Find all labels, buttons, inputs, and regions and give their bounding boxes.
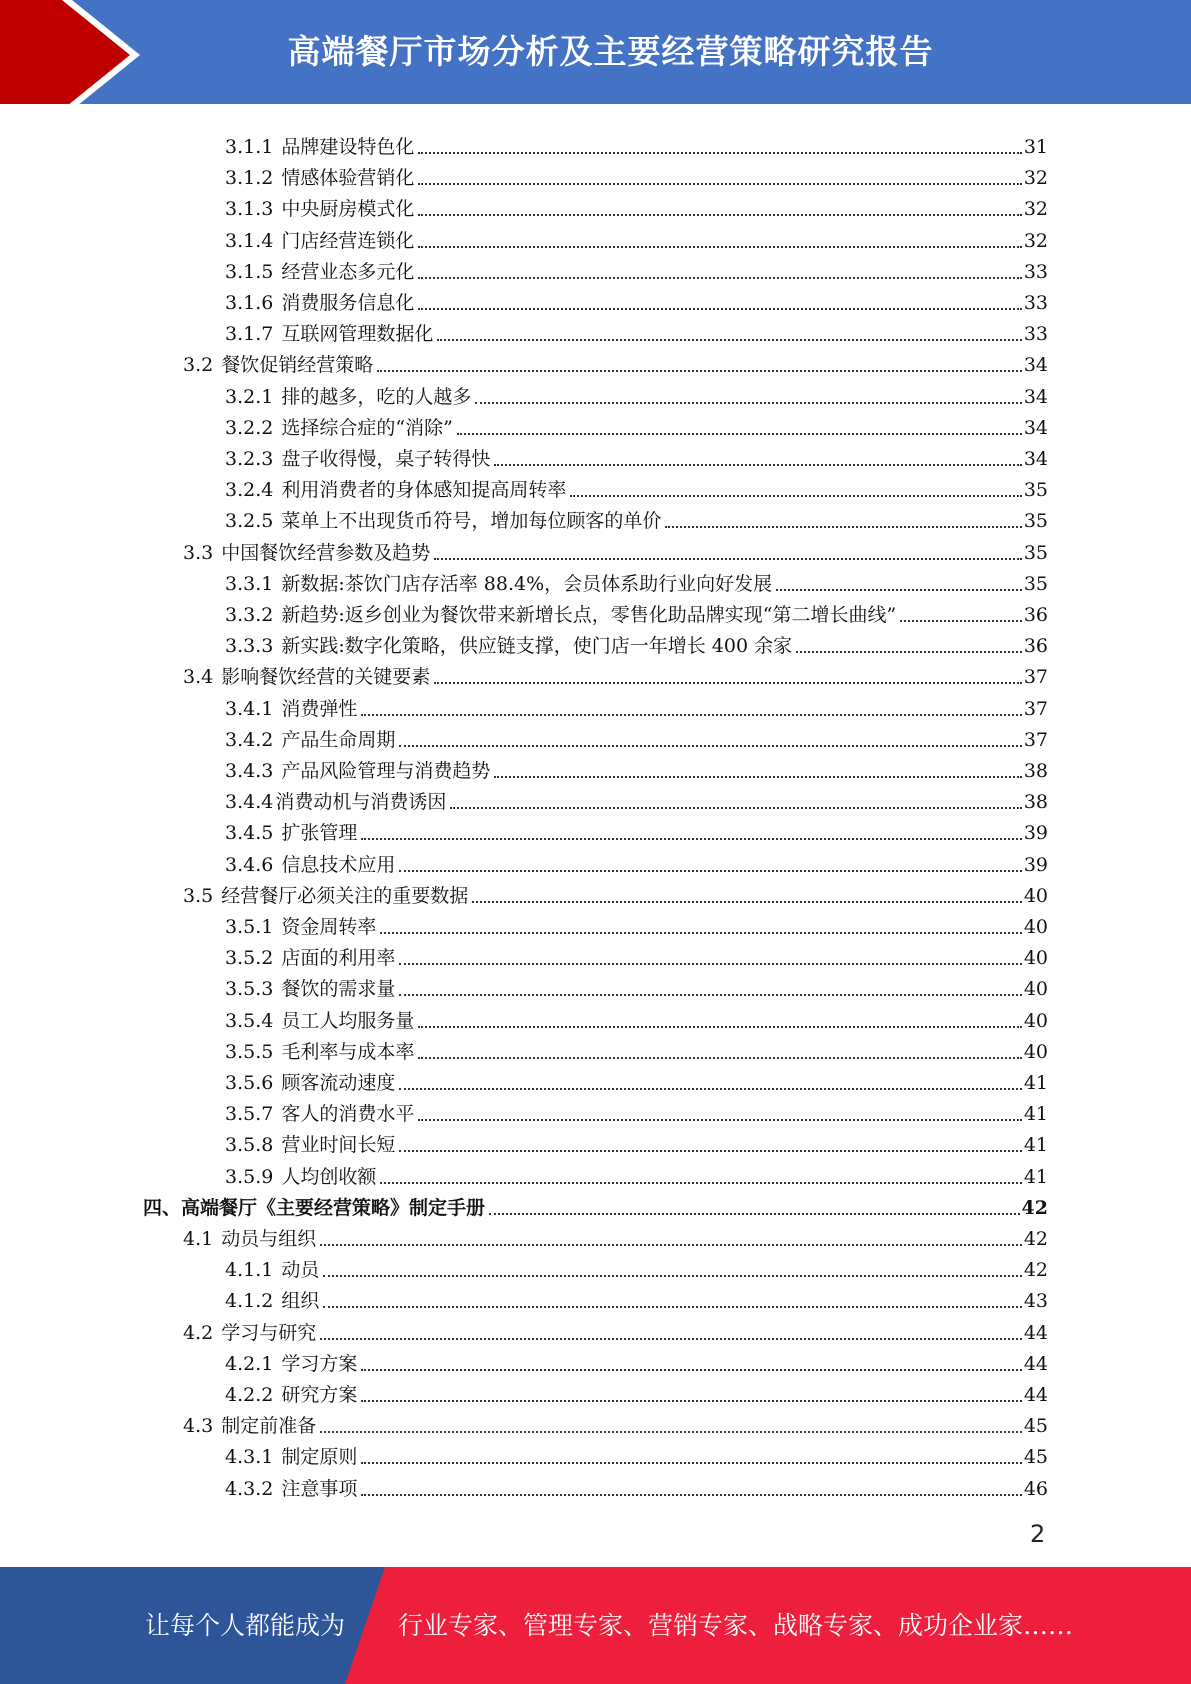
toc-entry-title: 利用消费者的身体感知提高周转率 bbox=[281, 479, 567, 502]
toc-entry-page: 34 bbox=[1023, 448, 1048, 470]
toc-entry[interactable] bbox=[225, 1345, 1048, 1376]
toc-entry-page: 46 bbox=[1023, 1477, 1048, 1500]
toc-entry-title: 高端餐厅《主要经营策略》制定手册 bbox=[181, 1196, 486, 1219]
toc-entry-page: 34 bbox=[1023, 385, 1048, 408]
toc-entry-page: 35 bbox=[1023, 572, 1048, 595]
toc-entry-page: 33 bbox=[1023, 260, 1048, 283]
toc-entry-page: 40 bbox=[1023, 947, 1048, 970]
toc-entry-title: 中央厨房模式化 bbox=[281, 198, 415, 221]
toc-entry-page: 33 bbox=[1023, 323, 1048, 346]
toc-entry-number: 3.4 bbox=[183, 666, 214, 689]
toc-entry-number: 3.1.1 bbox=[225, 136, 274, 158]
toc-entry[interactable] bbox=[225, 1126, 1048, 1157]
footer-slogan-left: 让每个人都能成为 bbox=[145, 1611, 346, 1640]
toc-dot-leader bbox=[418, 214, 1021, 216]
toc-entry-title: 排的越多，吃的人越多 bbox=[281, 385, 472, 408]
toc-entry-page: 39 bbox=[1023, 853, 1048, 876]
toc-entry-page: 40 bbox=[1023, 916, 1048, 938]
toc-entry-title: 影响餐饮经营的关键要素 bbox=[221, 666, 431, 689]
toc-entry-number: 3.4.6 bbox=[225, 853, 274, 876]
toc-dot-leader bbox=[323, 1275, 1021, 1277]
toc-entry-page: 36 bbox=[1023, 604, 1048, 626]
toc-entry-page: 44 bbox=[1023, 1352, 1048, 1375]
toc-dot-leader bbox=[418, 1057, 1021, 1059]
toc-entry[interactable] bbox=[225, 440, 1048, 471]
toc-entry-title: 经营业态多元化 bbox=[281, 260, 415, 283]
toc-entry-page: 42 bbox=[1021, 1196, 1048, 1219]
toc-entry-title: 消费弹性 bbox=[281, 697, 358, 720]
toc-entry[interactable] bbox=[225, 627, 1048, 658]
toc-entry-title: 新数据:茶饮门店存活率 88.4%，会员体系助行业向好发展 bbox=[281, 572, 773, 595]
toc-entry-number: 4.2.1 bbox=[225, 1352, 274, 1375]
toc-entry-title: 新趋势:返乡创业为餐饮带来新增长点，零售化助品牌实现“第二增长曲线” bbox=[281, 604, 897, 626]
toc-entry-page: 44 bbox=[1023, 1384, 1048, 1406]
toc-entry[interactable] bbox=[225, 471, 1048, 502]
toc-entry-page: 43 bbox=[1023, 1290, 1048, 1313]
toc-entry-number: 3.3.3 bbox=[225, 635, 274, 658]
toc-entry-number: 3.4.5 bbox=[225, 822, 274, 845]
toc-dot-leader bbox=[418, 277, 1021, 279]
footer-slogan-right: 行业专家、管理专家、营销专家、战略专家、成功企业家…… bbox=[398, 1611, 1074, 1640]
toc-entry-page: 35 bbox=[1023, 479, 1048, 502]
toc-entry-title: 扩张管理 bbox=[281, 822, 358, 845]
toc-dot-leader bbox=[900, 620, 1022, 622]
toc-entry[interactable] bbox=[225, 1376, 1048, 1407]
toc-entry-page: 42 bbox=[1023, 1228, 1048, 1250]
toc-dot-leader bbox=[361, 1369, 1021, 1371]
toc-entry-title: 顾客流动速度 bbox=[281, 1072, 396, 1094]
toc-entry[interactable] bbox=[183, 1407, 1048, 1438]
toc-dot-leader bbox=[472, 901, 1022, 903]
toc-entry-title: 组织 bbox=[281, 1290, 320, 1313]
toc-entry[interactable] bbox=[183, 1314, 1048, 1345]
toc-entry-number: 3.2.1 bbox=[225, 385, 274, 408]
toc-entry-title: 情感体验营销化 bbox=[281, 167, 415, 190]
toc-dot-leader bbox=[450, 807, 1021, 809]
toc-dot-leader bbox=[570, 495, 1021, 497]
toc-dot-leader bbox=[320, 1431, 1022, 1433]
toc-dot-leader bbox=[665, 526, 1021, 528]
toc-entry-title: 资金周转率 bbox=[281, 916, 377, 938]
toc-entry-number: 3.5.9 bbox=[225, 1165, 274, 1188]
toc-entry[interactable] bbox=[225, 253, 1048, 284]
toc-entry-page: 38 bbox=[1023, 760, 1048, 782]
toc-entry-title: 品牌建设特色化 bbox=[281, 136, 415, 158]
toc-entry[interactable] bbox=[225, 1033, 1048, 1064]
toc-entry-page: 41 bbox=[1023, 1072, 1048, 1094]
toc-entry-number: 四、 bbox=[143, 1196, 182, 1219]
toc-entry-title: 产品风险管理与消费趋势 bbox=[281, 760, 491, 782]
toc-entry-number: 4.2.2 bbox=[225, 1384, 274, 1406]
toc-entry-page: 35 bbox=[1023, 541, 1048, 564]
toc-entry-number: 4.2 bbox=[183, 1321, 214, 1344]
toc-entry-title: 门店经营连锁化 bbox=[281, 229, 415, 252]
toc-entry-page: 35 bbox=[1023, 510, 1048, 533]
toc-entry-title: 经营餐厅必须关注的重要数据 bbox=[221, 884, 469, 907]
toc-entry[interactable] bbox=[225, 1282, 1048, 1313]
toc-dot-leader bbox=[320, 1244, 1022, 1246]
toc-entry-title: 中国餐饮经营参数及趋势 bbox=[221, 541, 431, 564]
toc-entry-title: 制定原则 bbox=[281, 1446, 358, 1469]
toc-dot-leader bbox=[437, 339, 1021, 341]
toc-entry[interactable] bbox=[183, 1220, 1048, 1251]
toc-entry-title: 营业时间长短 bbox=[281, 1134, 396, 1157]
toc-entry-number: 4.1 bbox=[183, 1228, 214, 1250]
toc-entry-title: 信息技术应用 bbox=[281, 853, 396, 876]
toc-dot-leader bbox=[380, 1182, 1021, 1184]
toc-dot-leader bbox=[434, 558, 1022, 560]
toc-dot-leader bbox=[399, 963, 1021, 965]
toc-entry-number: 3.2.5 bbox=[225, 510, 274, 533]
toc-entry-number: 4.1.2 bbox=[225, 1290, 274, 1313]
toc-entry-page: 37 bbox=[1023, 728, 1048, 751]
toc-entry-number: 4.1.1 bbox=[225, 1259, 274, 1282]
toc-entry-page: 37 bbox=[1023, 697, 1048, 720]
toc-entry[interactable] bbox=[225, 502, 1048, 533]
toc-entry-page: 38 bbox=[1023, 791, 1048, 814]
toc-dot-leader bbox=[494, 776, 1021, 778]
toc-entry-title: 新实践:数字化策略，供应链支撑，使门店一年增长 400 余家 bbox=[281, 635, 793, 658]
toc-entry-page: 34 bbox=[1023, 354, 1048, 377]
toc-dot-leader bbox=[380, 932, 1021, 934]
toc-entry-number: 3.1.3 bbox=[225, 198, 274, 221]
toc-dot-leader bbox=[323, 1306, 1021, 1308]
toc-dot-leader bbox=[776, 589, 1022, 591]
toc-entry-number: 4.3.2 bbox=[225, 1477, 274, 1500]
toc-dot-leader bbox=[418, 183, 1021, 185]
toc-entry[interactable] bbox=[225, 284, 1048, 315]
toc-entry-title: 消费服务信息化 bbox=[281, 292, 415, 314]
toc-entry[interactable] bbox=[183, 877, 1048, 908]
toc-entry[interactable] bbox=[225, 783, 1048, 814]
toc-entry[interactable] bbox=[183, 346, 1048, 377]
toc-dot-leader bbox=[377, 370, 1022, 372]
toc-entry-title: 员工人均服务量 bbox=[281, 1009, 415, 1032]
toc-entry-page: 32 bbox=[1023, 229, 1048, 252]
toc-entry-number: 3.1.7 bbox=[225, 323, 274, 346]
toc-dot-leader bbox=[418, 1026, 1021, 1028]
page-header bbox=[0, 0, 1191, 110]
toc-entry-title: 互联网管理数据化 bbox=[281, 323, 434, 346]
toc-dot-leader bbox=[361, 714, 1021, 716]
toc-entry-title: 店面的利用率 bbox=[281, 947, 396, 970]
toc-entry-page: 33 bbox=[1023, 292, 1048, 314]
toc-entry-number: 3.1.2 bbox=[225, 167, 274, 190]
toc-entry[interactable] bbox=[225, 315, 1048, 346]
toc-entry-title: 选择综合症的“消除” bbox=[281, 416, 453, 439]
toc-dot-leader bbox=[399, 1088, 1021, 1090]
toc-dot-leader bbox=[796, 651, 1022, 653]
toc-dot-leader bbox=[475, 402, 1021, 404]
toc-dot-leader bbox=[457, 433, 1022, 435]
toc-entry-title: 产品生命周期 bbox=[281, 728, 396, 751]
toc-entry-page: 41 bbox=[1023, 1165, 1048, 1188]
toc-entry[interactable] bbox=[225, 159, 1048, 190]
toc-entry-number: 3.2.2 bbox=[225, 416, 274, 439]
page-footer bbox=[0, 1567, 1191, 1684]
toc-dot-leader bbox=[418, 246, 1021, 248]
toc-entry-page: 32 bbox=[1023, 198, 1048, 221]
toc-entry-page: 36 bbox=[1023, 635, 1048, 658]
toc-entry-page: 45 bbox=[1023, 1415, 1048, 1438]
toc-entry-number: 3.5.4 bbox=[225, 1009, 274, 1032]
toc-entry[interactable] bbox=[225, 1002, 1048, 1033]
toc-entry[interactable] bbox=[225, 596, 1048, 627]
toc-entry[interactable] bbox=[225, 128, 1048, 159]
toc-dot-leader bbox=[361, 1400, 1021, 1402]
toc-entry[interactable] bbox=[225, 190, 1048, 221]
toc-entry[interactable] bbox=[225, 752, 1048, 783]
toc-entry-page: 40 bbox=[1023, 978, 1048, 1001]
toc-entry-number: 3.4.3 bbox=[225, 760, 274, 782]
toc-dot-leader bbox=[418, 152, 1021, 154]
toc-dot-leader bbox=[418, 308, 1021, 310]
toc-entry-number: 3.3.1 bbox=[225, 572, 274, 595]
toc-entry-title: 毛利率与成本率 bbox=[281, 1040, 415, 1063]
toc-entry-page: 32 bbox=[1023, 167, 1048, 190]
toc-entry[interactable] bbox=[143, 1189, 1048, 1220]
toc-entry-title: 动员与组织 bbox=[221, 1228, 317, 1250]
toc-entry-number: 4.3 bbox=[183, 1415, 214, 1438]
toc-entry-number: 3.5.2 bbox=[225, 947, 274, 970]
toc-entry-number: 3.2.4 bbox=[225, 479, 274, 502]
toc-entry[interactable] bbox=[225, 846, 1048, 877]
toc-dot-leader bbox=[361, 1494, 1021, 1496]
toc-entry-number: 3.1.5 bbox=[225, 260, 274, 283]
toc-entry-page: 39 bbox=[1023, 822, 1048, 845]
toc-entry[interactable] bbox=[183, 658, 1048, 689]
toc-entry[interactable] bbox=[225, 970, 1048, 1001]
toc-entry-title: 餐饮的需求量 bbox=[281, 978, 396, 1001]
toc-entry[interactable] bbox=[225, 690, 1048, 721]
toc-entry-number: 3.3 bbox=[183, 541, 214, 564]
toc-entry-page: 42 bbox=[1023, 1259, 1048, 1282]
toc-entry[interactable] bbox=[225, 1064, 1048, 1095]
toc-entry[interactable] bbox=[225, 1251, 1048, 1282]
toc-entry[interactable] bbox=[225, 378, 1048, 409]
toc-entry-page: 40 bbox=[1023, 1009, 1048, 1032]
toc-entry-title: 注意事项 bbox=[281, 1477, 358, 1500]
toc-entry[interactable] bbox=[225, 1438, 1048, 1469]
toc-entry-number: 3.5.5 bbox=[225, 1040, 274, 1063]
toc-entry[interactable] bbox=[225, 908, 1048, 939]
toc-dot-leader bbox=[399, 994, 1021, 996]
toc-dot-leader bbox=[361, 1462, 1021, 1464]
toc-entry-title: 研究方案 bbox=[281, 1384, 358, 1406]
toc-entry-title: 人均创收额 bbox=[281, 1165, 377, 1188]
toc-entry-number: 3.3.2 bbox=[225, 604, 274, 626]
toc-entry[interactable] bbox=[225, 1158, 1048, 1189]
toc-entry-number: 3.5.3 bbox=[225, 978, 274, 1001]
toc-entry-page: 40 bbox=[1023, 884, 1048, 907]
toc-entry-title: 消费动机与消费诱因 bbox=[275, 791, 447, 814]
toc-entry-number: 3.5.6 bbox=[225, 1072, 274, 1094]
toc-entry-page: 34 bbox=[1023, 416, 1048, 439]
toc-entry-page: 44 bbox=[1023, 1321, 1048, 1344]
toc-entry-number: 3.4.1 bbox=[225, 697, 274, 720]
toc-entry-number: 3.5 bbox=[183, 884, 214, 907]
toc-entry-page: 37 bbox=[1023, 666, 1048, 689]
toc-entry-title: 学习方案 bbox=[281, 1352, 358, 1375]
toc-entry-number: 3.5.8 bbox=[225, 1134, 274, 1157]
toc-dot-leader bbox=[434, 682, 1022, 684]
toc-entry-number: 3.2.3 bbox=[225, 448, 274, 470]
toc-entry-title: 动员 bbox=[281, 1259, 320, 1282]
toc-dot-leader bbox=[399, 1150, 1021, 1152]
report-title: 高端餐厅市场分析及主要经营策略研究报告 bbox=[287, 32, 934, 71]
toc-entry-title: 学习与研究 bbox=[221, 1321, 317, 1344]
toc-entry-number: 3.4.2 bbox=[225, 728, 274, 751]
toc-entry-title: 菜单上不出现货币符号，增加每位顾客的单价 bbox=[281, 510, 662, 533]
toc-entry[interactable] bbox=[183, 534, 1048, 565]
toc-dot-leader bbox=[361, 838, 1021, 840]
toc-entry-number: 3.5.1 bbox=[225, 916, 274, 938]
toc-entry-number: 3.1.6 bbox=[225, 292, 274, 314]
toc-entry-page: 40 bbox=[1023, 1040, 1048, 1063]
toc-entry-number: 3.1.4 bbox=[225, 229, 274, 252]
toc-entry-title: 客人的消费水平 bbox=[281, 1103, 415, 1126]
toc-entry[interactable] bbox=[225, 409, 1048, 440]
toc-entry-title: 盘子收得慢，桌子转得快 bbox=[281, 448, 491, 470]
toc-entry[interactable] bbox=[225, 814, 1048, 845]
toc-dot-leader bbox=[418, 1119, 1021, 1121]
toc-entry-number: 3.2 bbox=[183, 354, 214, 377]
toc-entry-number: 4.3.1 bbox=[225, 1446, 274, 1469]
toc-entry-page: 45 bbox=[1023, 1446, 1048, 1469]
toc-dot-leader bbox=[489, 1213, 1020, 1215]
toc-entry-page: 41 bbox=[1023, 1134, 1048, 1157]
toc-entry[interactable] bbox=[225, 1095, 1048, 1126]
toc-entry[interactable] bbox=[225, 939, 1048, 970]
toc-entry[interactable] bbox=[225, 721, 1048, 752]
toc-entry[interactable] bbox=[225, 1470, 1048, 1501]
toc-entry-page: 31 bbox=[1023, 136, 1048, 158]
toc-entry-page: 41 bbox=[1023, 1103, 1048, 1126]
toc-dot-leader bbox=[320, 1338, 1022, 1340]
toc-entry[interactable] bbox=[225, 565, 1048, 596]
toc-dot-leader bbox=[399, 870, 1021, 872]
toc-entry-number: 3.4.4 bbox=[225, 791, 274, 814]
toc-entry-title: 制定前准备 bbox=[221, 1415, 317, 1438]
toc-entry-title: 餐饮促销经营策略 bbox=[221, 354, 374, 377]
page-number: 2 bbox=[1030, 1520, 1046, 1548]
toc-dot-leader bbox=[494, 464, 1021, 466]
toc-entry[interactable] bbox=[225, 222, 1048, 253]
toc-dot-leader bbox=[399, 745, 1021, 747]
toc-entry-number: 3.5.7 bbox=[225, 1103, 274, 1126]
